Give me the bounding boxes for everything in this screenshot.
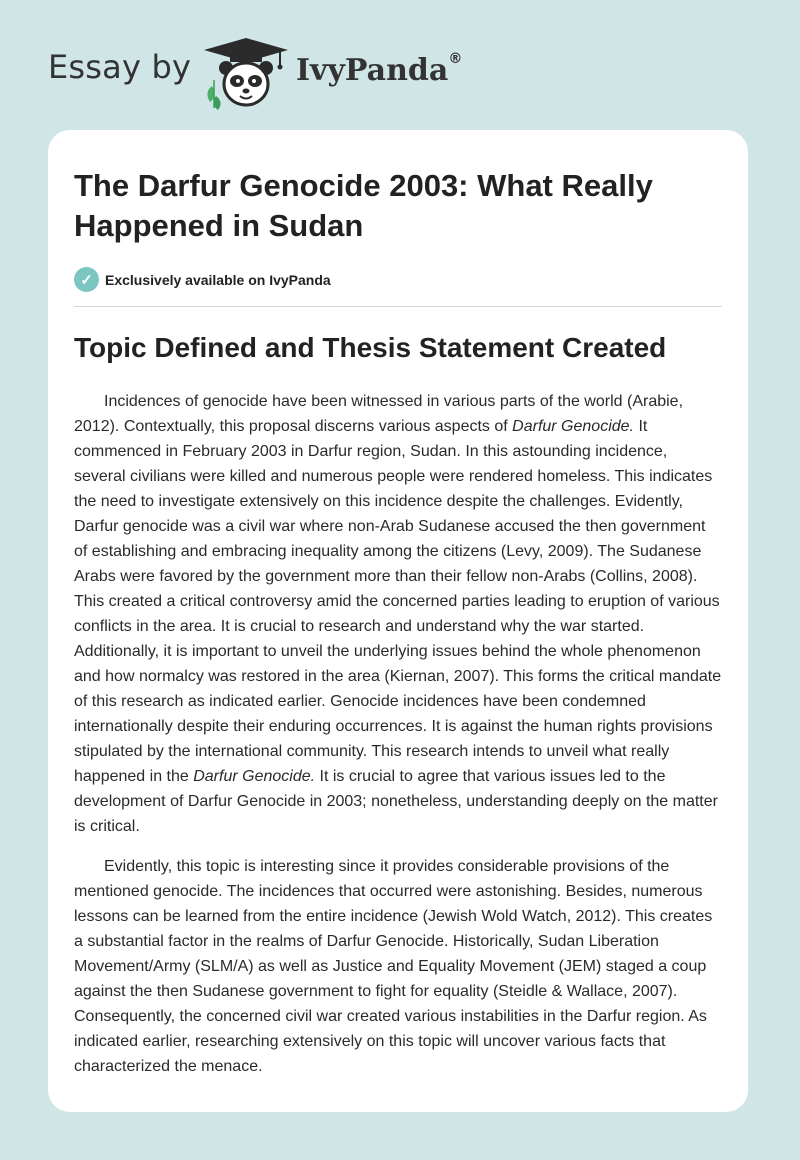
paragraph-text: It is crucial to agree that various issues led to the development of Darfur Genocide in 2003; nonetheless, understanding deeply on the matter is critical. [74, 768, 718, 835]
body-paragraph [74, 389, 722, 839]
essay-card [48, 130, 748, 1112]
panda-graduate-icon[interactable] [200, 36, 292, 110]
paragraph-text: Evidently, this topic is interesting since it provides considerable provisions of the mentioned genocide. The incidences that occurred were astonishing. Besides, numerous lessons can be learned from the entire incidence (Jewish Wold Watch, 2012). This creates a substantial factor in the realms of Darfur Genocide. Historically, Sudan Liberation Movement/Army (SLM/A) as well as Justice and Equality Movement (JEM) staged a coup against the then Sudanese government to fight for equality (Steidle & Wallace, 2007). Consequently, the concerned civil war created various instabilities in the Darfur region. As indicated earlier, researching extensively on this topic will uncover various facts that characterized the menace. [74, 858, 713, 1075]
brand-name[interactable] [296, 53, 462, 88]
paragraph-text: It commenced in February 2003 in Darfur region, Sudan. In this astounding incidence, several civilians were killed and numerous people were rendered homeless. This indicates the need to investigate extensively on this incidence despite the challenges. Evidently, Darfur genocide was a civil war where non-Arab Sudanese accused the then government of establishing and embracing inequality among the citizens (Levy, 2009). The Sudanese Arabs were favored by the government more than their fellow non-Arabs (Collins, 2008). This created a critical controversy amid the concerned parties leading to eruption of various conflicts in the area. It is crucial to research and understand why the war started. Additionally, it is important to unveil the underlying issues behind the whole phenomenon and how normalcy was restored in the area (Kiernan, 2007). This forms the critical mandate of this research as indicated earlier. Genocide incidences have been condemned internationally despite their enduring occurrences. It is against the human rights provisions stipulated by the international community. This research intends to unveil what really happened in the [74, 418, 722, 785]
italic-text: Darfur Genocide. [512, 418, 634, 435]
site-header [0, 0, 800, 130]
brand-text: IvyPanda [296, 53, 449, 88]
paragraph-text: Incidences of genocide have been witnessed in various parts of the world (Arabie, 2012). Contextually, this proposal discerns various aspects of [74, 393, 684, 435]
exclusive-badge [74, 267, 722, 292]
body-paragraph [74, 854, 722, 1079]
italic-text: Darfur Genocide. [193, 768, 316, 785]
exclusive-badge-text: Exclusively available on IvyPanda [105, 271, 331, 288]
essay-by-label: Essay by [48, 48, 192, 86]
divider [74, 306, 722, 307]
section-heading: Topic Defined and Thesis Statement Created [74, 332, 667, 363]
check-circle-icon: ✓ [74, 267, 99, 292]
essay-body [74, 389, 722, 1079]
registered-mark: ® [448, 51, 463, 67]
essay-title: The Darfur Genocide 2003: What Really Happened in Sudan [74, 168, 653, 243]
